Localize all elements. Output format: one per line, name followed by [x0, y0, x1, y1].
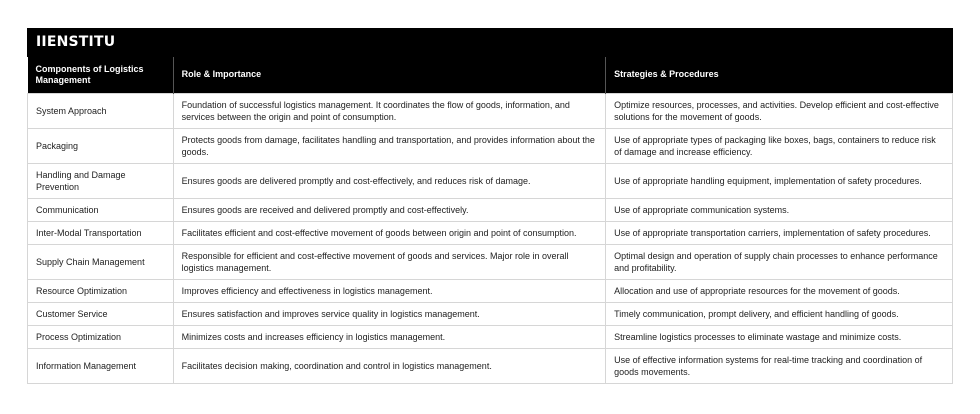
table-cell-role: Ensures goods are received and delivered promptly and cost-effectively. [173, 199, 605, 222]
logistics-table [27, 57, 953, 384]
table-cell-component: Resource Optimization [28, 280, 174, 303]
column-header-strategies: Strategies & Procedures [606, 57, 953, 94]
table-cell-role: Foundation of successful logistics management. It coordinates the flow of goods, information, and services between the origin and point of consumption. [173, 94, 605, 129]
table-cell-role: Facilitates decision making, coordination and control in logistics management. [173, 349, 605, 384]
table-cell-role: Improves efficiency and effectiveness in logistics management. [173, 280, 605, 303]
table-row [28, 129, 953, 164]
table-cell-component: Process Optimization [28, 326, 174, 349]
table-cell-strategy: Use of appropriate handling equipment, implementation of safety procedures. [606, 164, 953, 199]
table-cell-strategy: Optimal design and operation of supply chain processes to enhance performance and profitability. [606, 245, 953, 280]
table-cell-component: Inter-Modal Transportation [28, 222, 174, 245]
brand-header: IIENSTITU [27, 28, 953, 57]
table-row [28, 94, 953, 129]
table-cell-strategy: Use of appropriate transportation carriers, implementation of safety procedures. [606, 222, 953, 245]
table-row [28, 280, 953, 303]
table-cell-strategy: Use of appropriate types of packaging like boxes, bags, containers to reduce risk of damage and increase efficiency. [606, 129, 953, 164]
table-row [28, 303, 953, 326]
table-cell-strategy: Timely communication, prompt delivery, and efficient handling of goods. [606, 303, 953, 326]
table-cell-component: Packaging [28, 129, 174, 164]
table-cell-component: System Approach [28, 94, 174, 129]
table-cell-component: Supply Chain Management [28, 245, 174, 280]
table-cell-strategy: Streamline logistics processes to eliminate wastage and minimize costs. [606, 326, 953, 349]
column-header-role: Role & Importance [173, 57, 605, 94]
table-cell-role: Ensures satisfaction and improves service quality in logistics management. [173, 303, 605, 326]
table-cell-role: Responsible for efficient and cost-effective movement of goods and services. Major role in overall logistics management. [173, 245, 605, 280]
table-cell-role: Facilitates efficient and cost-effective movement of goods between origin and point of consumption. [173, 222, 605, 245]
table-row [28, 245, 953, 280]
table-row [28, 199, 953, 222]
table-cell-role: Ensures goods are delivered promptly and cost-effectively, and reduces risk of damage. [173, 164, 605, 199]
logistics-table-container [27, 28, 953, 384]
table-cell-strategy: Use of effective information systems for real-time tracking and coordination of goods movements. [606, 349, 953, 384]
table-row [28, 349, 953, 384]
table-row [28, 164, 953, 199]
table-row [28, 222, 953, 245]
table-cell-strategy: Use of appropriate communication systems. [606, 199, 953, 222]
table-header-row [28, 57, 953, 94]
table-cell-component: Customer Service [28, 303, 174, 326]
table-cell-strategy: Optimize resources, processes, and activities. Develop efficient and cost-effective solutions for the movement of goods. [606, 94, 953, 129]
table-row [28, 326, 953, 349]
table-cell-role: Protects goods from damage, facilitates handling and transportation, and provides information about the goods. [173, 129, 605, 164]
table-cell-component: Information Management [28, 349, 174, 384]
table-cell-component: Handling and Damage Prevention [28, 164, 174, 199]
column-header-components: Components of Logistics Management [28, 57, 174, 94]
table-cell-role: Minimizes costs and increases efficiency in logistics management. [173, 326, 605, 349]
table-cell-component: Communication [28, 199, 174, 222]
table-cell-strategy: Allocation and use of appropriate resources for the movement of goods. [606, 280, 953, 303]
